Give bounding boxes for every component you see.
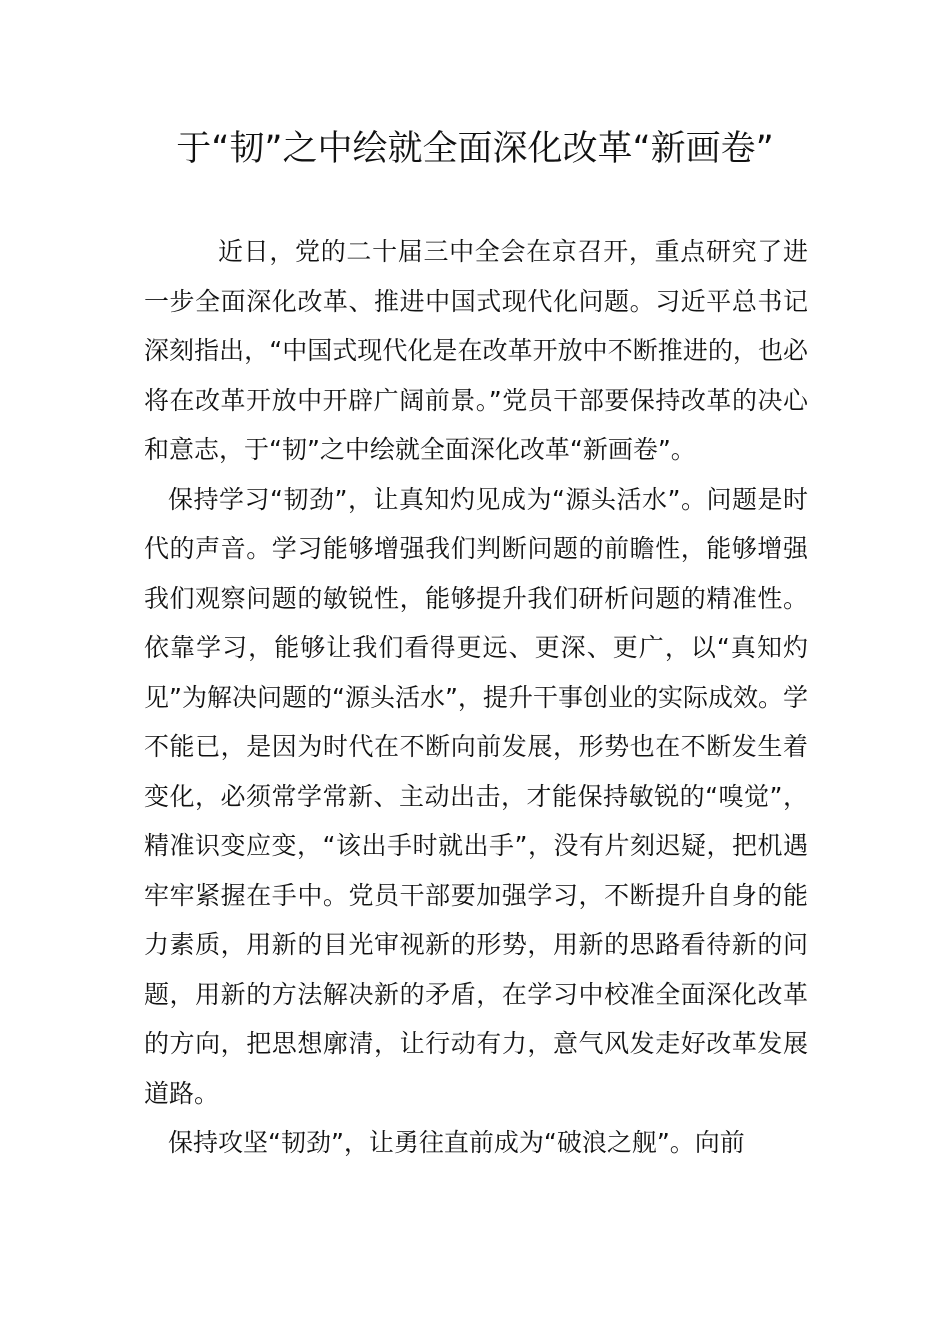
paragraph-tackle: 保持攻坚“韧劲”，让勇往直前成为“破浪之舰”。向前 bbox=[168, 1128, 745, 1157]
document-body bbox=[144, 227, 808, 1168]
paragraph-study: 保持学习“韧劲”，让真知灼见成为“源头活水”。问题是时代的声音。学习能够增强我们判断问题的前瞻性，能够增强我们观察问题的敏锐性，能够提升我们研析问题的精准性。依靠学习，能够让我们看得更远、更深、更广，以“真知灼见”为解决问题的“源头活水”，提升干事创业的实际成效。学不能已，是因为时代在不断向前发展，形势也在不断发生着变化，必须常学常新、主动出击，才能保持敏锐的“嗅觉”，精准识变应变，“该出手时就出手”，没有片刻迟疑，把机遇牢牢紧握在手中。党员干部要加强学习，不断提升自身的能力素质，用新的目光审视新的形势，用新的思路看待新的问题，用新的方法解决新的矛盾，在学习中校准全面深化改革的方向，把思想廓清，让行动有力，意气风发走好改革发展道路。 bbox=[144, 484, 808, 1108]
paragraph-intro: 近日，党的二十届三中全会在京召开，重点研究了进一步全面深化改革、推进中国式现代化问题。习近平总书记深刻指出，“中国式现代化是在改革开放中不断推进的，也必将在改革开放中开辟广阔前景。”党员干部要保持改革的决心和意志，于“韧”之中绘就全面深化改革“新画卷”。 bbox=[144, 237, 808, 464]
document-title: 于“韧”之中绘就全面深化改革“新画卷” bbox=[176, 129, 774, 169]
